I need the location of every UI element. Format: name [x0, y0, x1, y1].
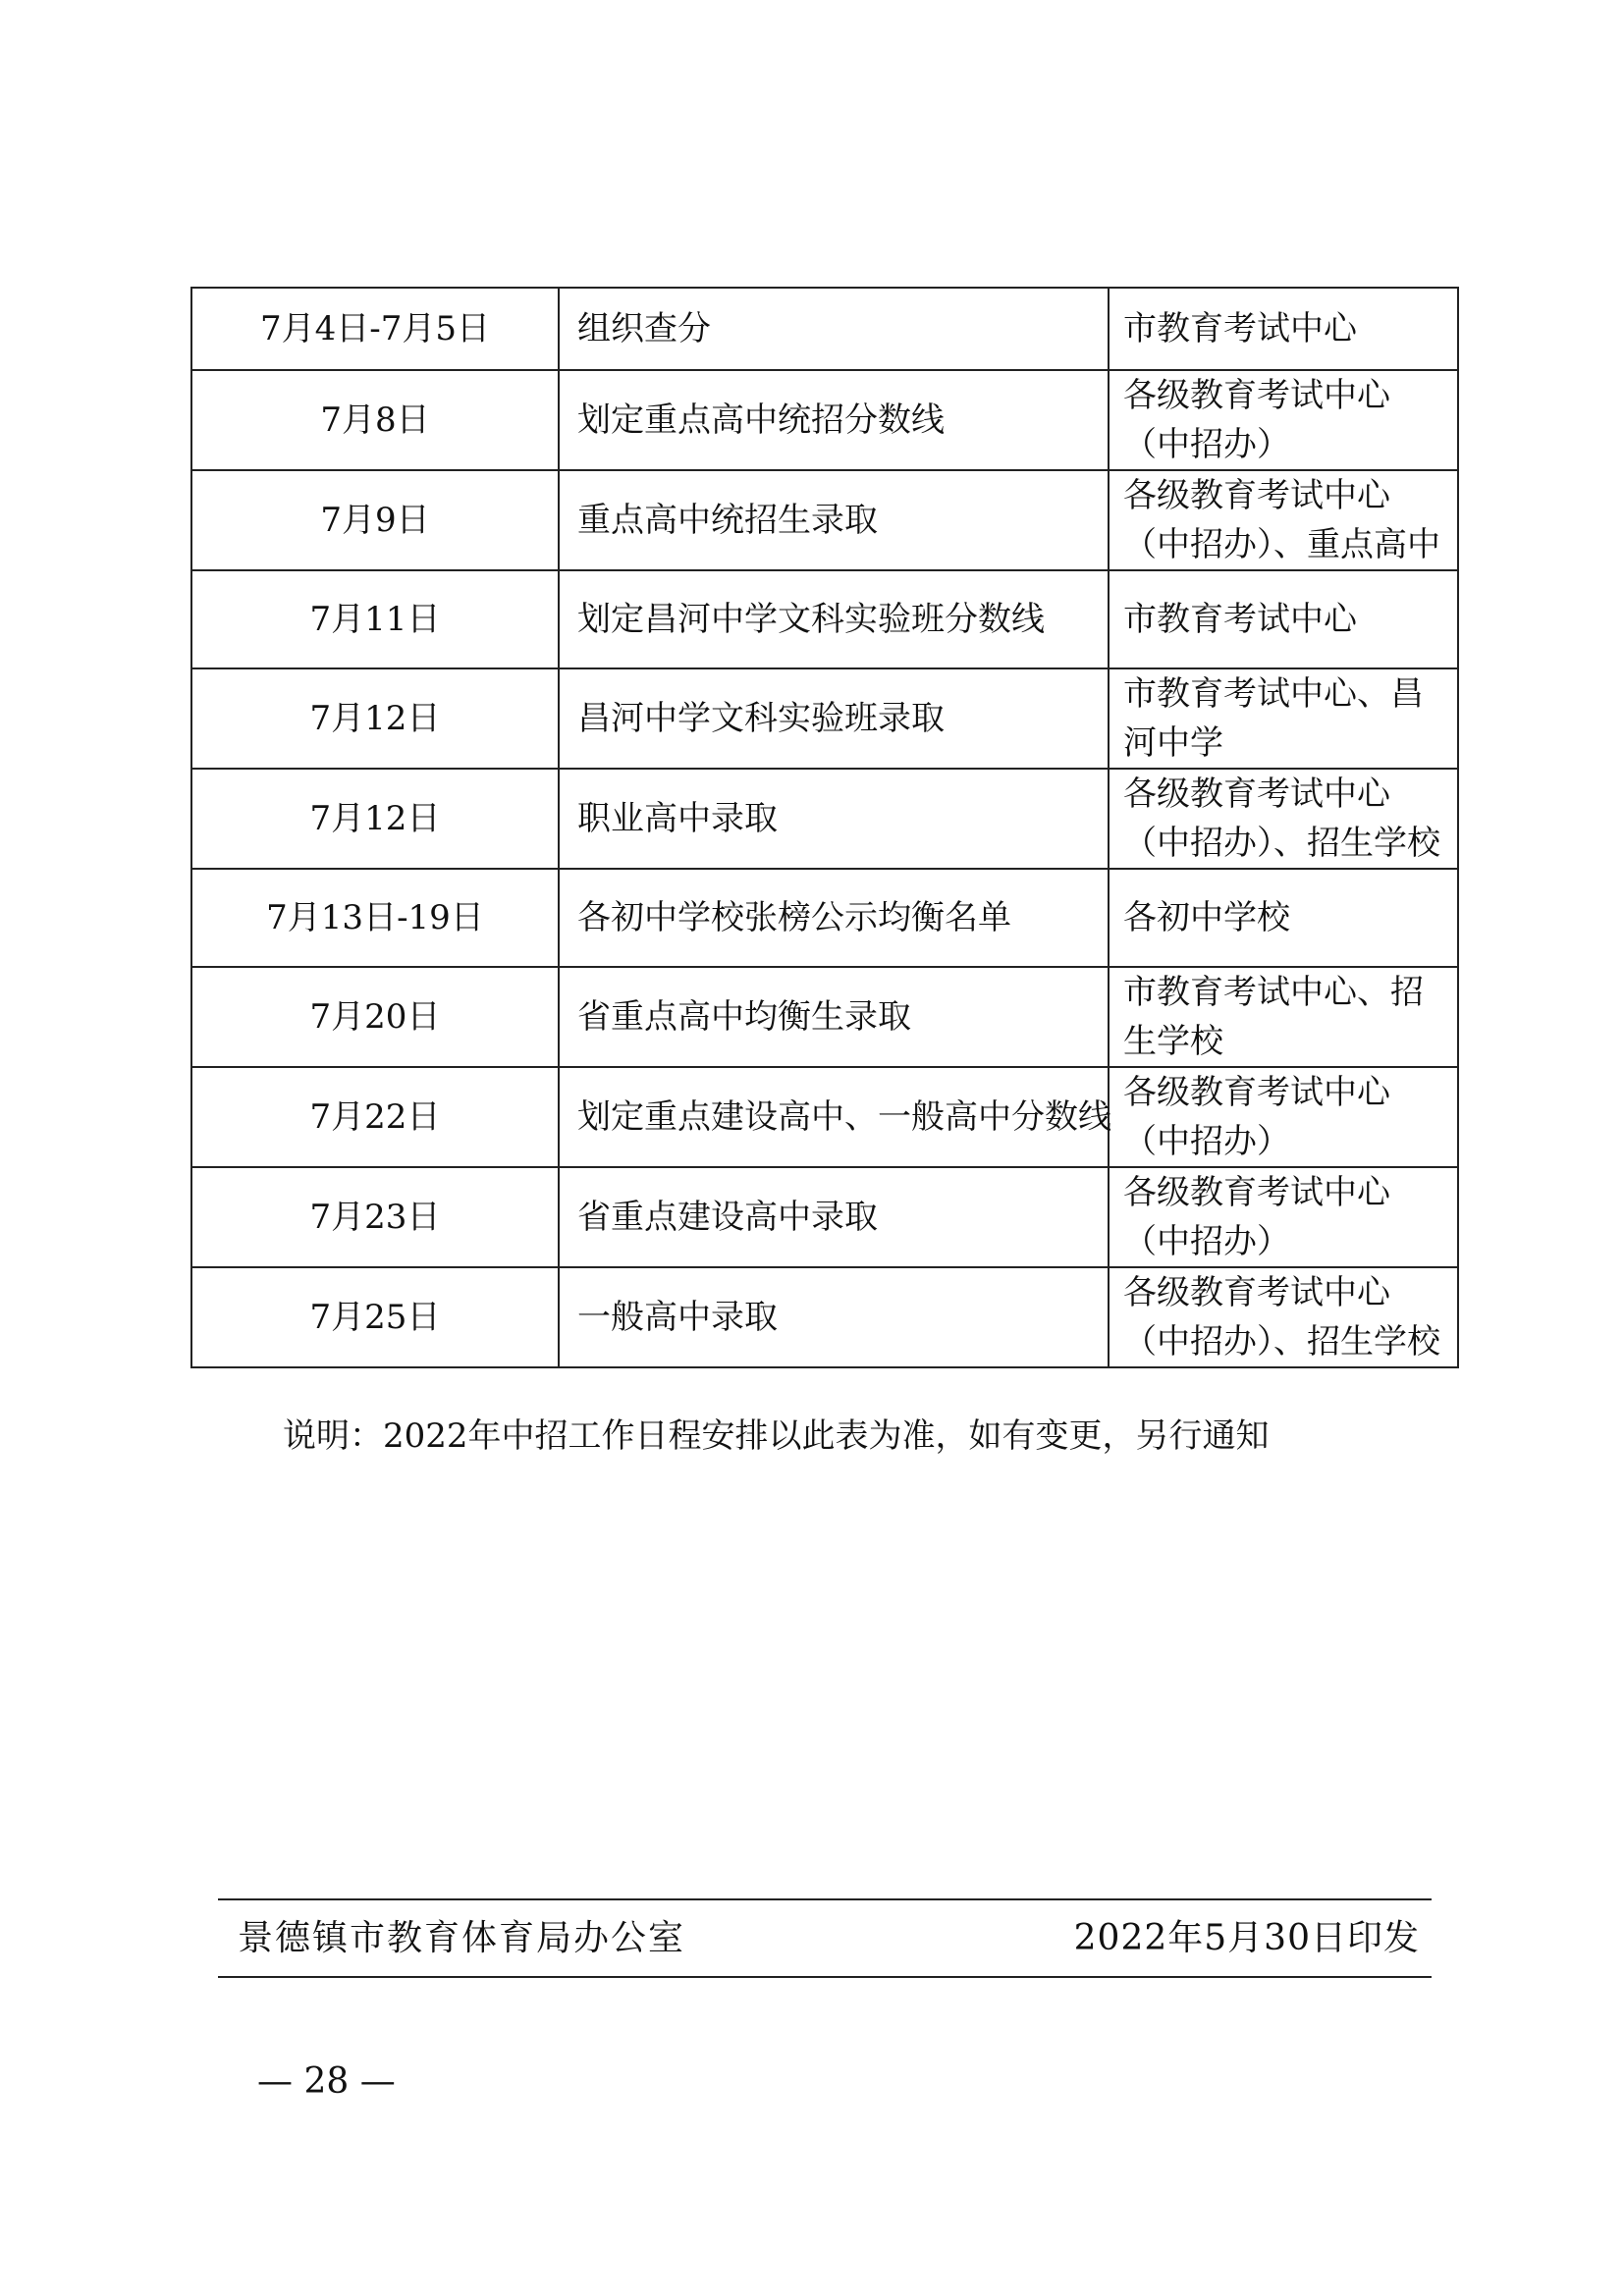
schedule-table-body: [191, 288, 1458, 1367]
organizer-cell: 各初中学校: [1109, 869, 1458, 967]
table-row: [191, 1067, 1458, 1167]
table-row: [191, 967, 1458, 1067]
footer-issue-date: 2022年5月30日印发: [1073, 1918, 1420, 1958]
date-cell: 7月4日-7月5日: [191, 288, 559, 370]
task-cell: 重点高中统招生录取: [559, 470, 1109, 570]
table-row: [191, 470, 1458, 570]
date-cell: 7月23日: [191, 1167, 559, 1267]
organizer-cell: 各级教育考试中心（中招办）、招生学校: [1109, 769, 1458, 869]
organizer-cell: 各级教育考试中心（中招办）: [1109, 1067, 1458, 1167]
task-cell: 组织查分: [559, 288, 1109, 370]
task-cell: 划定重点高中统招分数线: [559, 370, 1109, 470]
date-cell: 7月12日: [191, 668, 559, 769]
date-cell: 7月11日: [191, 570, 559, 668]
organizer-cell: 市教育考试中心: [1109, 288, 1458, 370]
table-row: [191, 570, 1458, 668]
footer-issuer: 景德镇市教育体育局办公室: [238, 1918, 686, 1958]
task-cell: 一般高中录取: [559, 1267, 1109, 1367]
organizer-cell: 市教育考试中心、昌河中学: [1109, 668, 1458, 769]
task-cell: 省重点高中均衡生录取: [559, 967, 1109, 1067]
footer-bottom-rule: [218, 1976, 1432, 1978]
date-cell: 7月13日-19日: [191, 869, 559, 967]
organizer-cell: 各级教育考试中心（中招办）: [1109, 370, 1458, 470]
schedule-note: 说明：2022年中招工作日程安排以此表为准，如有变更，另行通知: [283, 1416, 1270, 1456]
table-row: [191, 668, 1458, 769]
table-row: [191, 288, 1458, 370]
organizer-cell: 市教育考试中心: [1109, 570, 1458, 668]
task-cell: 省重点建设高中录取: [559, 1167, 1109, 1267]
task-cell: 职业高中录取: [559, 769, 1109, 869]
task-cell: 划定重点建设高中、一般高中分数线: [559, 1067, 1109, 1167]
organizer-cell: 各级教育考试中心（中招办）、重点高中: [1109, 470, 1458, 570]
organizer-cell: 市教育考试中心、招生学校: [1109, 967, 1458, 1067]
schedule-table: [190, 287, 1459, 1368]
table-row: [191, 1167, 1458, 1267]
date-cell: 7月12日: [191, 769, 559, 869]
task-cell: 各初中学校张榜公示均衡名单: [559, 869, 1109, 967]
task-cell: 划定昌河中学文科实验班分数线: [559, 570, 1109, 668]
date-cell: 7月22日: [191, 1067, 559, 1167]
table-row: [191, 1267, 1458, 1367]
table-row: [191, 769, 1458, 869]
organizer-cell: 各级教育考试中心（中招办）、招生学校: [1109, 1267, 1458, 1367]
organizer-cell: 各级教育考试中心（中招办）: [1109, 1167, 1458, 1267]
table-row: [191, 370, 1458, 470]
date-cell: 7月25日: [191, 1267, 559, 1367]
task-cell: 昌河中学文科实验班录取: [559, 668, 1109, 769]
date-cell: 7月8日: [191, 370, 559, 470]
page-number: — 28 —: [257, 2061, 396, 2102]
footer-top-rule: [218, 1898, 1432, 1900]
table-row: [191, 869, 1458, 967]
date-cell: 7月20日: [191, 967, 559, 1067]
date-cell: 7月9日: [191, 470, 559, 570]
